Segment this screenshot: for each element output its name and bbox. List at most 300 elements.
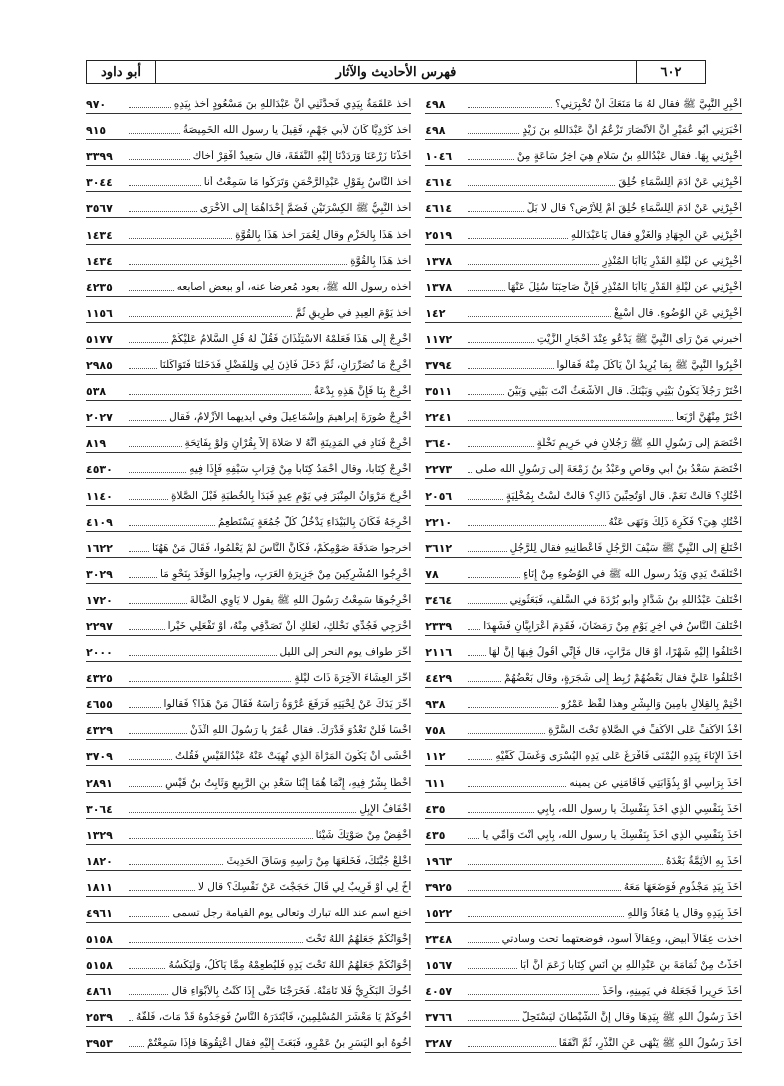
hadith-incipit: أخْشَى أنْ يَكُونَ المَرْأَةَ الَّذِي نُهِيَتْ عَنْهُ عَبْدُالقَيْسِ فَقُلْتُ — [174, 750, 412, 763]
index-entry — [86, 714, 411, 740]
hadith-incipit: أخْبَرَنِي أبُو عُمَيْرٍ أنَّ الأنْصَارَ تَزْعُمُ أنَّ عَبْدَاللهِ بنَ زَيْدٍ — [522, 124, 742, 137]
leader-dots — [468, 890, 621, 891]
hadith-number: ٢٨٩١ — [86, 776, 113, 790]
hadith-number: ٧٥٨ — [425, 724, 446, 738]
index-entry — [86, 662, 411, 688]
hadith-incipit: اخْتَرْ رَجُلاً يَكُونُ بَيْنِي وَبَيْنَكَ. قال الأشْعَثُ أنْتَ بَيْنِي وَبَيْنَ — [507, 385, 742, 398]
hadith-incipit: أخْرِجْ كِتَاباً، وقال أحْمَدُ كِتَاباً مِنْ قِرَابِ سَيْفِهِ فَإِذَا فِيهِ — [189, 463, 412, 476]
leader-dots — [129, 629, 165, 630]
hadith-incipit: أخْرِجْ مَا تُصَرِّرَانِ، ثُمَّ دَخَلَ فَأَذِنَ لِي وَلِلْفَضْلِ فَدَخَلْنَا فَتَوَاكَلْنَا — [159, 359, 412, 372]
hadith-number: ٣٧٦٦ — [425, 1011, 453, 1025]
index-entry — [86, 1001, 411, 1027]
leader-dots — [129, 420, 166, 421]
index-entry — [86, 558, 411, 584]
index-entry — [86, 271, 411, 297]
leader-dots — [129, 525, 215, 526]
hadith-number: ١٠٤٦ — [425, 150, 453, 164]
hadith-incipit: أخَذَ بِرَأْسِي أوْ بِذُؤَابَتِي فَأقَامَنِي عن يمينه — [569, 776, 742, 789]
leader-dots — [129, 942, 303, 943]
index-entry — [86, 506, 411, 532]
leader-dots — [468, 681, 501, 682]
hadith-number: ٣٢٨٧ — [425, 1037, 453, 1051]
index-entry — [425, 923, 742, 949]
index-entry — [86, 897, 411, 923]
hadith-incipit: إخْوَانُكُمْ جَعَلَهُمُ اللهُ تَحْتَ يَدِهِ فَلْيُطْعِمْهُ مِمَّا يَأْكُلُ، وَلْيَكْسُهُ — [168, 959, 412, 972]
hadith-number: ١١٤٠ — [86, 489, 113, 503]
hadith-incipit: أخْرَجِي فَجُدِّي نَخْلَكِ، لَعَلَّكِ أنْ تَصَدَّقِي مِنْهُ، أوْ تَفْعَلِي خَيْراً — [167, 619, 412, 632]
index-entry — [86, 975, 411, 1001]
index-entry — [425, 897, 742, 923]
index-entry — [425, 584, 742, 610]
hadith-incipit: أخرجوا صَدَقَةَ صَوْمِكُمْ، فَكَأَنَّ النَّاسَ لَمْ يَعْلَمُوا، فَقَالَ مَنْ هَهُنَا — [151, 541, 412, 554]
index-entry — [86, 688, 411, 714]
page-header — [86, 60, 706, 84]
leader-dots — [468, 786, 566, 787]
index-entry — [425, 453, 742, 479]
leader-dots — [129, 890, 195, 891]
hadith-number: ٣٩٥٣ — [86, 1037, 113, 1051]
hadith-incipit: أخْتُكِ؟ قالَتْ نَعَمْ. قال أوَتُحِبِّينَ ذَاكِ؟ قالَتْ لَسْتُ بِمُخْلِيَةٍ — [505, 489, 742, 502]
hadith-incipit: اخْتَرْ مِنْهُنَّ أرْبَعاً — [676, 411, 742, 424]
hadith-number: ٤٤٢٩ — [425, 672, 453, 686]
leader-dots — [468, 655, 485, 656]
hadith-incipit: أخذ عَلْقَمَةُ بِيَدِي فَحدَّثَنِي أنَّ عَبْدَاللهِ بنَ مَسْعُودٍ أخذ بِيَدِهِ — [173, 98, 412, 111]
hadith-number: ٤٦٥٥ — [86, 698, 113, 712]
hadith-incipit: اخْتَلَعَ إلَى النَّبِيِّ ﷺ سَيْفَ الرَّجُلِ فَأعْطَانِيهِ فقال لِلرَّجُلِ — [509, 541, 742, 554]
hadith-number: ٤٠٥٧ — [425, 985, 453, 999]
leader-dots — [129, 290, 174, 291]
hadith-incipit: أخَّرَ يَدَكَ عَنْ لِحْيَتِهِ فَرَفَعَ عُرْوَةُ رَأْسَهُ فَقَالَ مَنْ هَذَا؟ فَقالوا — [163, 698, 412, 711]
index-entry — [86, 766, 411, 792]
hadith-incipit: أخْبِرْنِي بِهَا. فقال عَبْدُاللهِ بنُ سَلامٍ هِيَ آخِرُ سَاعَةٍ مِنْ — [516, 150, 742, 163]
hadith-number: ٢٢٤١ — [425, 411, 453, 425]
hadith-incipit: أخذ هَذَا بِالقُوَّةِ — [350, 254, 412, 267]
leader-dots — [129, 185, 201, 186]
leader-dots — [129, 916, 169, 917]
hadith-number: ١٣٧٨ — [425, 280, 453, 294]
hadith-incipit: أخَذَ بِنَفْسِي الَّذِي أخَذَ بِنَفْسِكَ يا رسول الله، بِأبِي — [537, 802, 742, 815]
hadith-number: ٢٥١٩ — [425, 228, 453, 242]
index-entry — [86, 740, 411, 766]
index-entry — [86, 845, 411, 871]
hadith-incipit: أخُوهُ أبو اليَسَرِ بنُ عَمْرٍو، فَبَعَثَ إِلَيْهِ فقال أعْتِقُوهَا فإذَا سَمِعْتُمْ — [146, 1037, 412, 1050]
index-entry — [425, 375, 742, 401]
index-columns — [86, 88, 742, 1068]
index-entry — [425, 558, 742, 584]
hadith-incipit: أخذ النَّبِيُّ ﷺ الكِسْرَتَيْنِ فَضَمَّ إِحْدَاهُمَا إِلَى الأُخْرَى — [199, 202, 412, 215]
index-entry — [425, 949, 742, 975]
hadith-incipit: أخْرِجَ مَرْوَانُ المِنْبَرَ فِي يَوْمِ عِيدٍ فَبَدَأَ بِالخُطْبَةِ قَبْلَ الصَّلاةِ — [170, 489, 412, 502]
leader-dots — [129, 838, 313, 839]
hadith-number: ٢٠٠٠ — [86, 646, 113, 660]
index-entry — [86, 636, 411, 662]
index-entry — [425, 166, 742, 192]
hadith-incipit: أخْبِرُوا النَّبِيَّ ﷺ بِمَا يُرِيدُ أنْ يَأْكُلَ مِنْهُ فَقالُوا — [556, 359, 742, 372]
hadith-number: ٤٣٢٩ — [86, 724, 113, 738]
index-entry — [425, 662, 742, 688]
leader-dots — [129, 1020, 133, 1021]
leader-dots — [129, 577, 157, 578]
hadith-incipit: اخْتَلَفَتْ يَدِي وَيَدُ رسول الله ﷺ في الوُضُوءِ مِنْ إِنَاءٍ — [523, 567, 742, 580]
leader-dots — [468, 759, 492, 760]
hadith-number: ١٥٦٧ — [425, 959, 453, 973]
leader-dots — [468, 211, 523, 212]
hadith-number: ٣٥١١ — [425, 385, 453, 399]
hadith-number: ٤٩٦١ — [86, 907, 113, 920]
hadith-incipit: أخذ هَذَا بِالحَزْمِ وقال لِعُمَرَ أخذ هَذَا بِالقُوَّةِ — [235, 228, 412, 241]
index-entry — [86, 349, 411, 375]
index-entry — [425, 1001, 742, 1027]
index-entry — [425, 975, 742, 1001]
left-column — [86, 88, 411, 1068]
hadith-number: ١٤٣٤ — [86, 228, 113, 242]
hadith-number: ٤٨٦١ — [86, 985, 113, 999]
index-entry — [86, 923, 411, 949]
leader-dots — [468, 238, 568, 239]
leader-dots — [468, 472, 472, 473]
index-entry — [425, 714, 742, 740]
hadith-number: ٨١٩ — [86, 437, 107, 451]
hadith-number: ٤٦١٤ — [425, 202, 453, 216]
hadith-incipit: أخْفِضْ مِنْ صَوْتِكَ شَيْئاً — [315, 828, 412, 841]
hadith-number: ١٨٢٠ — [86, 854, 113, 868]
hadith-number: ٣٩٢٥ — [425, 880, 453, 894]
leader-dots — [129, 499, 168, 500]
hadith-incipit: أخْتُكِ هِيَ؟ فَكَرِهَ ذَلِكَ وَنَهَى عَنْهُ — [608, 515, 742, 528]
hadith-number: ٢٢١٠ — [425, 515, 453, 529]
hadith-number: ١٣٧٨ — [425, 254, 453, 268]
hadith-number: ١١٧٢ — [425, 332, 453, 346]
leader-dots — [468, 342, 534, 343]
leader-dots — [468, 629, 480, 630]
leader-dots — [468, 159, 514, 160]
hadith-number: ٤٦١٤ — [425, 176, 453, 190]
index-entry — [425, 610, 742, 636]
hadith-incipit: أخْبِرْنِي عَنِ الجِهَادِ وَالغَزْوِ فقال يَاعَبْدَاللهِ — [570, 228, 742, 241]
hadith-number: ٩٣٨ — [425, 698, 446, 712]
leader-dots — [129, 368, 157, 369]
hadith-number: ٣٧٠٩ — [86, 750, 113, 764]
leader-dots — [129, 394, 311, 395]
hadith-number: ٤٣٢٥ — [86, 672, 113, 686]
leader-dots — [129, 603, 187, 604]
hadith-incipit: أخذه رسول الله ﷺ، بعود مُعرضاً عنه، أو ببعض أصابعه — [176, 280, 412, 293]
index-entry — [425, 349, 742, 375]
hadith-incipit: أخَذَ بِيَدِ مَجْذُومٍ فَوَضَعَهَا مَعَهُ — [623, 880, 742, 893]
leader-dots — [129, 264, 347, 265]
index-entry — [86, 114, 411, 140]
index-entry — [86, 871, 411, 897]
hadith-number: ٤٩٨ — [425, 124, 446, 138]
hadith-incipit: أخَذَ رَسُولُ اللهِ ﷺ بِيَدِهَا وقال إنَّ الشَّيْطَانَ لَيَسْتَحِلُّ — [521, 1011, 742, 1024]
hadith-incipit: اخْتَصَمَ إلَى رَسُولِ اللهِ ﷺ رَجُلانِ في حَرِيمِ نَخْلَةٍ — [536, 437, 742, 450]
index-entry — [86, 610, 411, 636]
hadith-number: ١٤٣٤ — [86, 254, 113, 268]
hadith-incipit: أخَذْتُ مِنْ ثُمَامَةَ بنِ عَبْدِاللهِ بنِ أنَسٍ كِتَاباً زَعَمَ أنَّ أبَا — [520, 959, 742, 972]
leader-dots — [468, 603, 506, 604]
index-entry — [86, 88, 411, 114]
hadith-number: ١١٥٦ — [86, 306, 113, 320]
leader-dots — [129, 655, 277, 656]
hadith-number: ٥١٧٧ — [86, 332, 113, 346]
hadith-incipit: أخْرِجْ إِلَى هَذَا فَعَلِّمْهُ الاسْتِئْذَانَ فَقُلْ لَهُ قُلِ السَّلامُ عَلَيْكُمْ — [170, 332, 412, 345]
leader-dots — [129, 733, 187, 734]
leader-dots — [129, 316, 292, 317]
hadith-incipit: أخْبِرِ النَّبِيَّ ﷺ فقال لهُ مَا مَنَعَكَ أنْ تُخْبِرَنِي؟ — [554, 98, 742, 111]
leader-dots — [129, 159, 190, 160]
index-entry — [425, 479, 742, 505]
hadith-incipit: أخْرِجُوهَا سَمِعْتُ رَسُولَ اللهِ ﷺ يقول لا يَأْوِي الضَّالَّةَ — [189, 593, 412, 606]
leader-dots — [129, 864, 223, 865]
index-entry — [86, 793, 411, 819]
leader-dots — [129, 1046, 144, 1047]
leader-dots — [129, 472, 186, 473]
hadith-incipit: أخْطَأَ بِشْرٌ فِيهِ، إِنَّمَا هُمَا إِبْنَا سَعْدِ بنِ الرَّبِيعِ وَثَابِتُ بنُ قَيْسٍ — [165, 776, 412, 789]
hadith-number: ٣٥٦٧ — [86, 202, 113, 216]
leader-dots — [468, 916, 624, 917]
index-title: فهرس الأحاديث والآثار — [335, 64, 457, 80]
index-entry — [425, 1027, 742, 1053]
leader-dots — [468, 1020, 519, 1021]
index-entry — [86, 453, 411, 479]
leader-dots — [468, 290, 504, 291]
hadith-number: ٣٦٤٠ — [425, 437, 453, 451]
hadith-number: ١٩٦٣ — [425, 854, 453, 868]
index-entry — [425, 819, 742, 845]
leader-dots — [468, 551, 506, 552]
leader-dots — [468, 525, 605, 526]
leader-dots — [468, 812, 534, 813]
index-entry — [425, 427, 742, 453]
index-entry — [425, 401, 742, 427]
index-entry — [86, 245, 411, 271]
hadith-incipit: اخذت عِقَالاً أبيض، وعِقالاً أسود، فوضعتهما تحت وسادتي — [501, 933, 742, 946]
hadith-incipit: أخْرِجْ فَنَادِ في المَدِينَةِ أنَّهُ لا صَلاةَ إلاَّ بِقُرْآنٍ وَلَوْ بِفَاتِحَةِ — [184, 437, 412, 450]
index-entry — [425, 871, 742, 897]
hadith-number: ٤٩٨ — [425, 98, 446, 112]
leader-dots — [129, 342, 168, 343]
leader-dots — [129, 707, 161, 708]
leader-dots — [468, 733, 545, 734]
index-entry — [425, 114, 742, 140]
hadith-number: ٢٢٧٣ — [425, 463, 453, 477]
right-column — [425, 88, 742, 1068]
hadith-incipit: أخْذُ الأكُفِّ عَلَى الأكُفِّ في الصَّلاةِ تَحْتَ السُّرَّةِ — [548, 724, 742, 737]
hadith-number: ٣٤٦٤ — [425, 593, 453, 607]
leader-dots — [129, 107, 171, 108]
hadith-number: ٣٠٦٤ — [86, 802, 113, 816]
index-entry — [86, 140, 411, 166]
hadith-incipit: أخُوكُمْ يَا مَعْشَرَ المُسْلِمِينَ، فَابْتَدَرَهُ النَّاسُ فَوَجَدُوهُ قَدْ مَاتَ، فَلَفُّهُ — [136, 1011, 412, 1024]
hadith-number: ١٨١١ — [86, 880, 113, 894]
index-entry — [86, 427, 411, 453]
leader-dots — [468, 420, 673, 421]
hadith-incipit: أخْرِجُوا المُشْرِكِينَ مِنْ جَزِيرَةِ العَرَبِ، وأجِيزُوا الوَفْدَ بِنَحْوِ مَا — [160, 567, 412, 580]
hadith-number: ١٧٢٠ — [86, 593, 113, 607]
leader-dots — [129, 551, 149, 552]
index-entry — [425, 271, 742, 297]
leader-dots — [468, 316, 611, 317]
index-entry — [425, 140, 742, 166]
hadith-incipit: أخَذَ الإِنَاءَ بِيَدِهِ اليُمْنَى فَأفْرَغَ عَلَى يَدِهِ اليُسْرَى وَغَسَلَ كَفَّيْهِ — [495, 750, 742, 763]
leader-dots — [468, 394, 504, 395]
leader-dots — [129, 786, 162, 787]
hadith-incipit: اخْتَصَمَ سَعْدُ بنُ أبي وقاصٍ وعَبْدُ بنُ زَمْعَةَ إلَى رَسُولِ الله صلى — [475, 463, 742, 476]
index-entry — [86, 323, 411, 349]
book-name: أبو داود — [87, 61, 156, 83]
index-entry — [86, 218, 411, 244]
hadith-number: ١٦٢٢ — [86, 541, 113, 555]
hadith-incipit: أخذ النَّاسُ بِقَوْلِ عَبْدِالرَّحْمَنِ وَتَرَكُوا مَا سَمِعْتُ أنا — [203, 176, 412, 189]
index-entry — [86, 532, 411, 558]
hadith-number: ٥٣٨ — [86, 385, 107, 399]
leader-dots — [468, 942, 498, 943]
hadith-incipit: أخْبِرْنِي عَنْ آدَمَ أَلِلسَّمَاءِ خُلِقَ — [618, 176, 742, 189]
leader-dots — [129, 812, 356, 813]
leader-dots — [129, 133, 180, 134]
leader-dots — [129, 759, 172, 760]
leader-dots — [129, 238, 232, 239]
hadith-number: ٢٠٥٦ — [425, 489, 453, 503]
hadith-number: ٣٦١٢ — [425, 541, 453, 555]
hadith-incipit: اخنع اسم عند الله تبارك وتعالى يوم القيامة رجل تسمى — [172, 907, 412, 919]
index-entry — [425, 88, 742, 114]
hadith-number: ٣٠٢٩ — [86, 567, 113, 581]
index-entry — [425, 506, 742, 532]
leader-dots — [468, 994, 599, 995]
index-entry — [86, 479, 411, 505]
hadith-incipit: اخْتَلَفَ عَبْدُاللهِ بنُ شَدَّادٍ وأبو بُرْدَةَ في السَّلَفِ، فَبَعَثُونِي — [509, 593, 742, 606]
hadith-incipit: أخْرِجَهُ فَكَانَ بِالبَيْدَاءِ يَدْخُلُ كُلَّ جُمُعَةٍ يَسْتَطْعِمُ — [217, 515, 412, 528]
hadith-number: ٤٣٥ — [425, 802, 446, 816]
hadith-number: ٢٠٢٧ — [86, 411, 113, 425]
hadith-incipit: أخَذْنَا زَرْعَنَا وَرَدَدْنَا إِلَيْهِ النَّفَقَةَ، قال سَعِيدٌ أَفْقِرْ أخاك — [192, 150, 412, 163]
index-entry — [425, 636, 742, 662]
hadith-number: ٤١٠٩ — [86, 515, 113, 529]
hadith-incipit: أخذ يَوْمَ العِيدِ في طَرِيقٍ ثُمَّ — [295, 306, 412, 319]
leader-dots — [129, 968, 165, 969]
leader-dots — [468, 968, 517, 969]
index-entry — [86, 949, 411, 975]
leader-dots — [468, 107, 552, 108]
leader-dots — [468, 446, 533, 447]
hadith-incipit: أخْرِجْ بِنَا فَإِنَّ هَذِهِ بِدْعَةٌ — [313, 385, 412, 398]
index-entry — [86, 401, 411, 427]
index-entry — [425, 323, 742, 349]
hadith-incipit: أخَذَ رَسُولُ اللهِ ﷺ يَنْهَى عَنِ النَّذْرِ، ثُمَّ اتَّفَقَا — [558, 1037, 742, 1050]
hadith-number: ٥١٥٨ — [86, 933, 113, 947]
hadith-incipit: أخَذَ بِهِ الأئِمَّةُ بَعْدَهُ — [665, 854, 742, 867]
hadith-incipit: اخْسَأْ فَلَنْ تَعْدُوَ قَدْرَكَ. فقال عُمَرُ يا رَسُولَ اللهِ ائْذَنْ — [189, 724, 412, 737]
hadith-number: ٢٩٨٥ — [86, 359, 113, 373]
hadith-incipit: أخُوكَ البَكْرِيُّ فَلا تَأْمَنْهُ. فَخَرَجْنَا حَتَّى إِذَا كُنْتُ بِالأَبْوَاءِ قال — [171, 985, 412, 998]
hadith-incipit: أخْبِرْنِي عن لَيْلَةِ القَدْرِ يَاأبَا المُنْذِرِ — [602, 254, 742, 267]
hadith-incipit: أخْبِرْنِي عَنِ الوُضُوءِ. قال أسْبِغْ — [613, 306, 742, 319]
hadith-number: ٢٣٤٨ — [425, 933, 453, 947]
index-entry — [86, 192, 411, 218]
index-entry — [86, 819, 411, 845]
index-entry — [86, 375, 411, 401]
index-entry — [86, 297, 411, 323]
leader-dots — [468, 133, 519, 134]
index-entry — [86, 1027, 411, 1053]
hadith-incipit: أخَّرَ طواف يوم النحر إلى الليل — [279, 646, 412, 659]
hadith-number: ١٥٢٢ — [425, 907, 453, 920]
hadith-number: ٣٣٩٩ — [86, 150, 113, 164]
index-entry — [86, 584, 411, 610]
leader-dots — [468, 368, 553, 369]
hadith-incipit: أخْرِجْ صُورَةَ إبراهيمَ وإسْمَاعِيلَ وفي أيديهما الأزْلامُ، فَقال — [169, 411, 412, 424]
hadith-incipit: اخْتِمْ بِالقِلالِ بآمِينَ وَالبِشْرِ وهذا لَفْظُ عَمْرُو — [560, 698, 742, 711]
leader-dots — [468, 838, 479, 839]
hadith-number: ٣٠٤٤ — [86, 176, 113, 190]
hadith-number: ٩١٥ — [86, 124, 107, 138]
hadith-number: ٥١٥٨ — [86, 959, 113, 973]
hadith-incipit: اخْتَلَفُوا عَلَيَّ فقال بَعْضُهُمْ رُبِطَ إِلَى شَجَرَةٍ، وقال بَعْضُهُمْ — [504, 672, 742, 685]
leader-dots — [129, 994, 168, 995]
hadith-number: ٢٣٣٩ — [425, 619, 453, 633]
leader-dots — [129, 211, 197, 212]
hadith-number: ٩٧٠ — [86, 98, 107, 112]
index-entry — [425, 793, 742, 819]
hadith-number: ٢٥٣٩ — [86, 1011, 113, 1025]
index-entry — [425, 688, 742, 714]
leader-dots — [468, 264, 599, 265]
index-entry — [425, 245, 742, 271]
leader-dots — [468, 577, 520, 578]
leader-dots — [468, 864, 663, 865]
hadith-incipit: أخْبِرْنِي عن لَيْلَةِ القَدْرِ يَاأبَا المُنْذِرِ فَإِنَّ صَاحِبَنَا سُئِلَ عَنْهَا — [507, 280, 742, 293]
hadith-number: ٤٥٣٠ — [86, 463, 113, 477]
hadith-incipit: أخبرني مَنْ رَأَى النَّبِيَّ ﷺ يَدْعُو عِنْدَ أحْجَارِ الزَّيْتِ — [536, 332, 742, 345]
hadith-number: ٢٢٩٧ — [86, 619, 113, 633]
leader-dots — [468, 707, 557, 708]
index-entry — [425, 845, 742, 871]
hadith-number: ٧٨ — [425, 567, 439, 581]
hadith-incipit: إخْوَانُكُمْ جَعَلَهُمُ اللهُ تَحْتَ — [305, 933, 412, 946]
hadith-incipit: اخْتَلَفُوا إلَيْهِ شَهْرًا، أوْ قال مَرَّاتٍ، قال فَإِنِّي أقُولُ فِيهَا إنَّ لَهَا — [488, 646, 742, 659]
index-entry — [425, 532, 742, 558]
leader-dots — [468, 499, 503, 500]
hadith-incipit: أخَّرَ العِشَاءَ الآخِرَةَ ذَاتَ لَيْلَةٍ — [294, 672, 412, 685]
hadith-incipit: أخْبِرْنِي عَنْ آدَمَ أَلِلسَّمَاءِ خُلِقَ أمْ لِلأرْضِ؟ قال لا بَلْ — [526, 202, 742, 215]
hadith-number: ٤٢٣٥ — [86, 280, 113, 294]
leader-dots — [468, 1046, 556, 1047]
hadith-incipit: أخْفَافُ الإِبِلِ — [359, 802, 412, 815]
leader-dots — [129, 681, 291, 682]
hadith-number: ٣٧٩٤ — [425, 359, 453, 373]
hadith-number: ٢١١٦ — [425, 646, 453, 660]
hadith-incipit: أخَذَ بِنَفْسِي الَّذِي أخَذَ بِنَفْسِكَ يا رسول الله، بِأبِي أنْتَ وَأُمِّي يا — [482, 828, 742, 841]
hadith-incipit: اخْتَلَفَ النَّاسُ في آخِرِ يَوْمٍ مِنْ رَمَضَانَ، فَقَدِمَ أعْرَابِيَّانِ فَشَهِدَا — [483, 619, 742, 632]
leader-dots — [129, 446, 182, 447]
hadith-incipit: أخَذَ حَرِيراً فَجَعَلَهُ في يَمِينِهِ، وأخَذَ — [602, 985, 742, 998]
index-entry — [425, 192, 742, 218]
index-entry — [425, 218, 742, 244]
index-entry — [86, 166, 411, 192]
index-entry — [425, 766, 742, 792]
hadith-number: ١٤٢ — [425, 306, 446, 320]
hadith-number: ٤٣٥ — [425, 828, 446, 842]
hadith-incipit: اخْلَعْ جُبَّتَكَ، فَخَلَعَهَا مِنْ رَأْسِهِ وَسَاقَ الحَدِيثَ — [226, 854, 412, 867]
hadith-number: ١١٢ — [425, 750, 446, 764]
index-entry — [425, 740, 742, 766]
hadith-incipit: أخَذَ بِيَدِهِ وقال يا مُعَاذُ وَاللهِ — [627, 907, 742, 919]
page-number: ٦٠٢ — [636, 61, 705, 83]
hadith-incipit: أخذ كُرْدِيًّا كَانَ لأبي جَهْمٍ، فَقِيلَ يا رسول الله الخَمِيصَةُ — [182, 124, 412, 137]
hadith-incipit: أخٌ لِي أوْ قَرِيبٌ لِي قَالَ حَجَجْتَ عَنْ نَفْسِكَ؟ قال لا — [197, 880, 412, 893]
hadith-number: ٦١١ — [425, 776, 446, 790]
